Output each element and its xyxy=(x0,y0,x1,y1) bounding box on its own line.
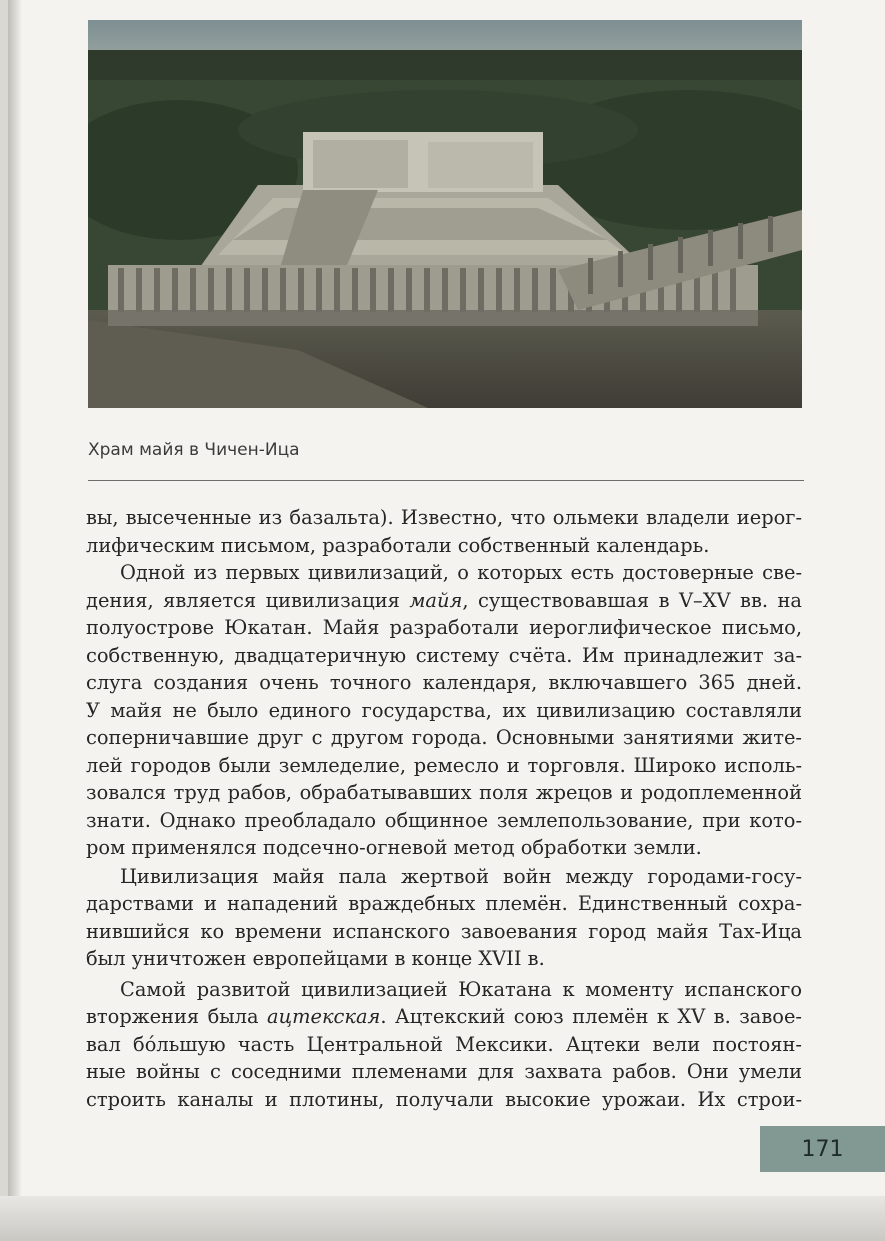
text-line: соперничавшие друг с другом города. Основными занятиями жите- xyxy=(86,726,802,749)
text-line: собственную, двадцатеричную систему счёта. Им принадлежит за- xyxy=(86,643,802,667)
text-line: Цивилизация майя пала жертвой войн между городами-госу- xyxy=(120,864,802,888)
paragraph-3 xyxy=(86,863,802,973)
page-bottom-edge xyxy=(0,1196,885,1241)
spine-shadow xyxy=(8,0,22,1241)
text-line-with-emphasis xyxy=(86,1003,802,1031)
page-number: 171 xyxy=(801,1136,844,1162)
text-line-with-emphasis xyxy=(86,587,802,615)
text-line: зовался труд рабов, обрабатывавших поля жрецов и родоплеменной xyxy=(86,781,802,804)
text-line: строить каналы и плотины, получали высокие урожаи. Их строи- xyxy=(86,1087,802,1111)
text-line: вы, высеченные из базальта). Известно, что ольмеки владели иерог- xyxy=(86,506,802,529)
text-line: нившийся ко времени испанского завоевания город майя Тах-Ица xyxy=(86,919,802,943)
text-line: лифическим письмом, разработали собственный календарь. xyxy=(86,533,710,557)
line-text: , существовавшая в V–XV вв. на xyxy=(462,588,802,612)
text-line: знати. Однако преобладало общинное землепользование, при кото- xyxy=(86,808,802,832)
text-line: вал бóльшую часть Центральной Мексики. Ацтеки вели постоян- xyxy=(86,1032,802,1056)
text-line: дарствами и нападений враждебных племён. Единственный сохра- xyxy=(86,892,802,915)
line-text: . Ацтекский союз племён к XV в. завое- xyxy=(380,1005,802,1028)
temple-photo xyxy=(88,20,802,408)
line-text: дения, является цивилизация xyxy=(86,588,410,612)
paragraph-2 xyxy=(86,559,802,862)
body-text xyxy=(86,504,802,1113)
text-line: ром применялся подсечно-огневой метод обработки земли. xyxy=(86,836,702,859)
text-line: Одной из первых цивилизаций, о которых есть достоверные све- xyxy=(120,561,802,584)
emphasized-term-aztec: ацтекская xyxy=(267,1005,381,1028)
text-line: У майя не было единого государства, их цивилизацию составляли xyxy=(86,698,802,722)
paragraph-4 xyxy=(86,976,802,1114)
text-line: ные войны с соседними племенами для захвата рабов. Они умели xyxy=(86,1060,802,1083)
figure-caption: Храм майя в Чичен-Ица xyxy=(88,440,300,460)
line-text: вторжения была xyxy=(86,1005,268,1028)
paragraph-1 xyxy=(86,504,802,559)
text-line: слуга создания очень точного календаря, включавшего 365 дней. xyxy=(86,671,802,694)
caption-divider xyxy=(88,480,804,481)
text-line: Самой развитой цивилизацией Юкатана к моменту испанского xyxy=(120,977,802,1001)
text-line: лей городов были земледелие, ремесло и торговля. Широко исполь- xyxy=(86,753,802,777)
text-line: был уничтожен европейцами в конце XVII в. xyxy=(86,947,545,970)
emphasized-term-maya: майя xyxy=(409,588,463,612)
text-line: полуострове Юкатан. Майя разработали иероглифическое письмо, xyxy=(86,616,802,639)
page-number-tab xyxy=(760,1126,885,1172)
